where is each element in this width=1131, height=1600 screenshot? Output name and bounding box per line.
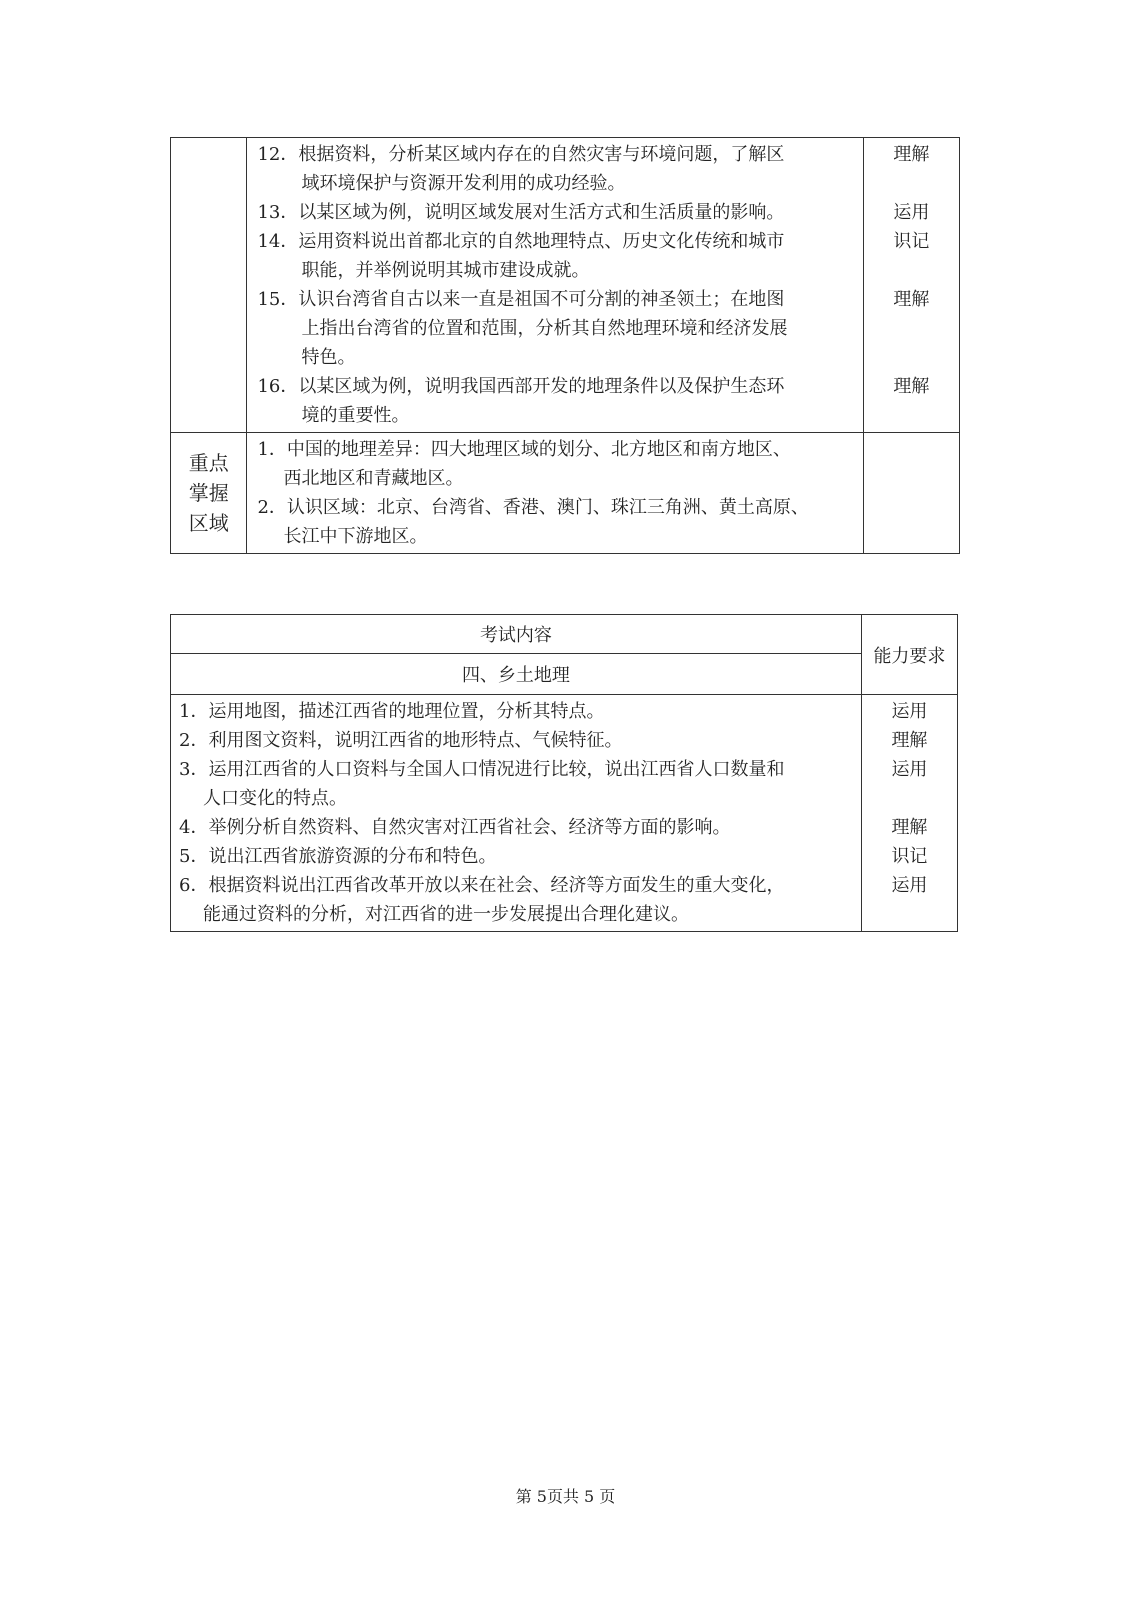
objectives-cell — [247, 138, 863, 433]
list-item: 14．运用资料说出首都北京的自然地理特点、历史文化传统和城市 职能，并举例说明其城市建设成就。 — [257, 231, 785, 281]
ability-requirement-header: 能力要求 — [861, 615, 957, 695]
ability-level: 理解 — [891, 730, 928, 751]
list-item: 4．举例分析自然资料、自然灾害对江西省社会、经济等方面的影响。 — [179, 817, 731, 838]
list-item: 6．根据资料说出江西省改革开放以来在社会、经济等方面发生的重大变化， 能通过资料的分析，对江西省的进一步发展提出合理化建议。 — [179, 875, 785, 925]
table-row — [171, 138, 960, 433]
list-item: 15．认识台湾省自古以来一直是祖国不可分割的神圣领土；在地图 上指出台湾省的位置和范围，分析其自然地理环境和经济发展 特色。 — [257, 289, 788, 368]
empty-level-cell — [863, 433, 959, 554]
table-row — [171, 695, 958, 932]
local-items-cell — [171, 695, 862, 932]
list-item: 16．以某区域为例，说明我国西部开发的地理条件以及保护生态环 境的重要性。 — [257, 376, 785, 426]
list-item: 13．以某区域为例，说明区域发展对生活方式和生活质量的影响。 — [257, 202, 785, 223]
ability-level: 识记 — [893, 231, 930, 252]
standards-table-continued — [170, 137, 960, 554]
page-number: 第 5页共 5 页 — [515, 1487, 616, 1506]
ability-level: 运用 — [891, 875, 928, 896]
ability-levels-cell — [863, 138, 959, 433]
local-geography-table — [170, 614, 958, 932]
ability-level: 运用 — [891, 701, 928, 722]
list-item: 3．运用江西省的人口资料与全国人口情况进行比较，说出江西省人口数量和 人口变化的特点。 — [179, 759, 785, 809]
ability-level: 理解 — [891, 817, 928, 838]
table-row — [171, 433, 960, 554]
list-item: 12．根据资料，分析某区域内存在的自然灾害与环境问题，了解区 域环境保护与资源开发利用的成功经验。 — [257, 144, 785, 194]
ability-level: 运用 — [893, 202, 930, 223]
exam-content-header: 考试内容 — [171, 615, 862, 654]
ability-level: 理解 — [893, 144, 930, 165]
ability-level: 识记 — [891, 846, 928, 867]
list-item: 5．说出江西省旅游资源的分布和特色。 — [179, 846, 497, 867]
empty-category-cell — [171, 138, 247, 433]
list-item: 1．中国的地理差异：四大地理区域的划分、北方地区和南方地区、 西北地区和青藏地区。 — [257, 439, 791, 489]
ability-level: 运用 — [891, 759, 928, 780]
ability-levels-cell — [861, 695, 957, 932]
key-regions-label: 重点 掌握 区域 — [171, 433, 247, 554]
list-item: 1．运用地图，描述江西省的地理位置，分析其特点。 — [179, 701, 605, 722]
key-regions-content — [247, 433, 863, 554]
ability-level: 理解 — [893, 289, 930, 310]
section-title: 四、乡土地理 — [171, 654, 862, 695]
ability-level: 理解 — [893, 376, 930, 397]
list-item: 2．利用图文资料，说明江西省的地形特点、气候特征。 — [179, 730, 623, 751]
table-header-row — [171, 654, 958, 695]
list-item: 2．认识区域：北京、台湾省、香港、澳门、珠江三角洲、黄土高原、 长江中下游地区。 — [257, 497, 809, 547]
table-header-row — [171, 615, 958, 654]
